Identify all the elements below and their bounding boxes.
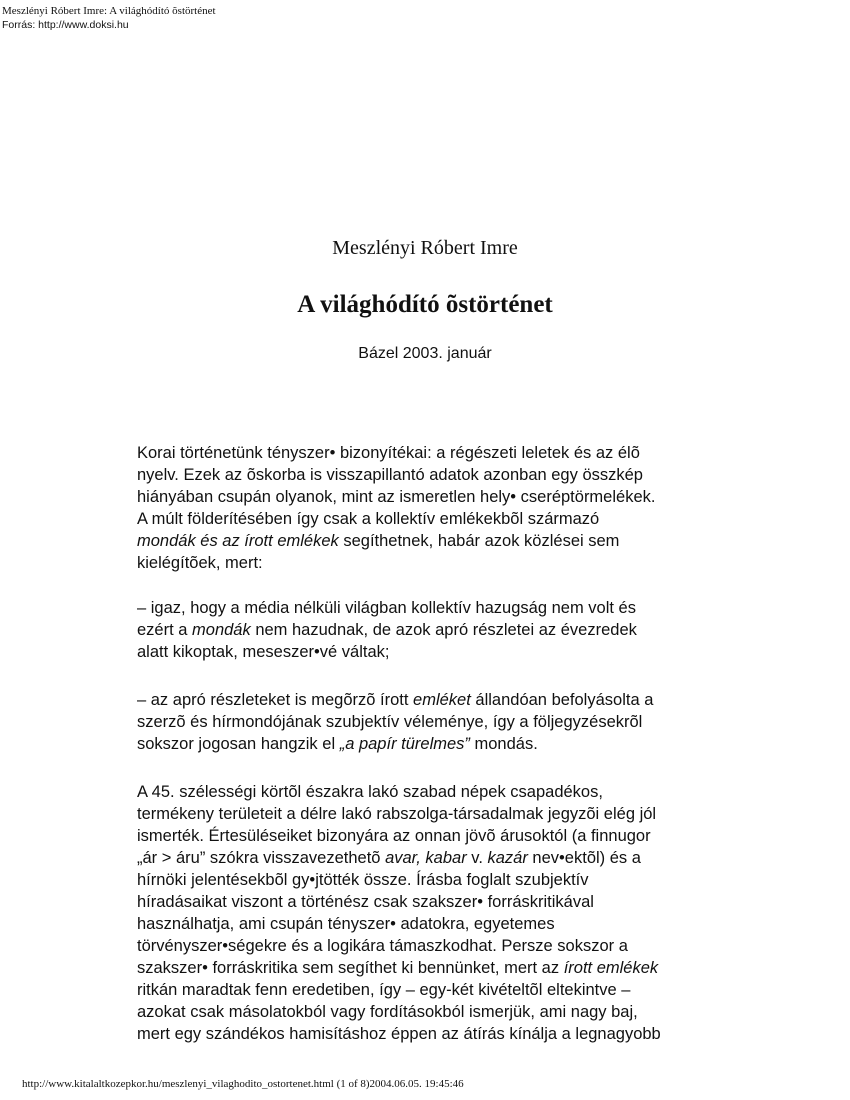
text-line: [137, 530, 727, 552]
text-run: nem hazudnak, de azok apró részletei az évezredek: [250, 621, 637, 639]
text-run: szerzõ és hírmondójának szubjektív véleménye, így a följegyzésekrõl: [137, 713, 643, 731]
body-paragraph-1: [137, 442, 727, 574]
text-run: kielégítõek, mert:: [137, 554, 263, 572]
text-line: [137, 508, 727, 530]
text-run: alatt kikoptak, meseszer•vé váltak;: [137, 643, 390, 661]
text-run: nyelv. Ezek az õskorba is visszapillantó adatok azonban egy összkép: [137, 466, 643, 484]
text-line: [137, 781, 727, 803]
text-line: [137, 597, 727, 619]
text-run: – az apró részleteket is megõrzõ írott: [137, 691, 414, 709]
text-line: [137, 1023, 727, 1045]
text-run: ritkán maradtak fenn eredetiben, így – egy-két kivételtõl eltekintve –: [137, 981, 631, 999]
text-run: hírnöki jelentésekbõl gy•jtötték össze. Írásba foglalt szubjektív: [137, 871, 589, 889]
text-run: mondás.: [469, 735, 538, 753]
text-run: ismerték. Értesüléseiket bizonyára az onnan jövõ árusoktól (a finnugor: [137, 827, 651, 845]
text-run: használhatja, ami csupán tényszer• adatokra, egyetemes: [137, 915, 555, 933]
text-line: [137, 641, 727, 663]
text-line: [137, 464, 727, 486]
text-run: hiányában csupán olyanok, mint az ismeretlen hely• cseréptörmelékek.: [137, 488, 656, 506]
text-line: [137, 1001, 727, 1023]
text-run: törvényszer•ségekre és a logikára támaszkodhat. Persze sokszor a: [137, 937, 628, 955]
text-run: segíthetnek, habár azok közlései sem: [338, 532, 620, 550]
text-run: híradásaikat viszont a történész csak szakszer• forráskritikával: [137, 893, 594, 911]
italic-text: mondák és az írott emlékek: [137, 532, 339, 550]
text-run: mert egy szándékos hamisításhoz éppen az átírás kínálja a legnagyobb: [137, 1025, 661, 1043]
text-run: állandóan befolyásolta a: [470, 691, 654, 709]
place-and-date: Bázel 2003. január: [358, 345, 492, 362]
text-run: azokat csak másolatokból vagy fordításokból ismerjük, ami nagy baj,: [137, 1003, 638, 1021]
text-line: [137, 869, 727, 891]
text-run: nev•ektõl) és a: [527, 849, 641, 867]
browser-print-header-title: Meszlényi Róbert Imre: A világhódító õstörténet: [2, 5, 216, 17]
body-paragraph-3: [137, 689, 727, 755]
body-paragraph-2: [137, 597, 727, 663]
text-line: [137, 619, 727, 641]
text-run: Korai történetünk tényszer• bizonyítékai: a régészeti leletek és az élõ: [137, 444, 640, 462]
text-line: [137, 847, 727, 869]
text-line: [137, 825, 727, 847]
text-line: [137, 891, 727, 913]
italic-text: avar, kabar: [385, 849, 467, 867]
author-name: Meszlényi Róbert Imre: [332, 237, 518, 259]
text-run: A múlt földerítésében így csak a kollektív emlékekbõl származó: [137, 510, 600, 528]
text-line: [137, 957, 727, 979]
text-line: [137, 935, 727, 957]
page-title: A világhódító õstörténet: [297, 291, 553, 318]
text-run: ezért a: [137, 621, 193, 639]
text-line: [137, 442, 727, 464]
italic-text: írott emlékek: [563, 959, 659, 977]
source-note: Forrás: http://www.doksi.hu: [2, 19, 129, 31]
text-run: termékeny területeit a délre lakó rabszolga-társadalmak jegyzõi elég jól: [137, 805, 657, 823]
italic-text: kazár: [487, 849, 528, 867]
text-line: [137, 979, 727, 1001]
italic-text: emléket: [413, 691, 471, 709]
text-line: [137, 803, 727, 825]
text-run: – igaz, hogy a média nélküli világban kollektív hazugság nem volt és: [137, 599, 636, 617]
text-line: [137, 486, 727, 508]
text-run: „ár > áru” szókra visszavezethetõ: [137, 849, 386, 867]
text-line: [137, 913, 727, 935]
text-line: [137, 689, 727, 711]
text-line: [137, 552, 727, 574]
text-run: A 45. szélességi körtõl északra lakó szabad népek csapadékos,: [137, 783, 603, 801]
text-run: v.: [466, 849, 488, 867]
print-footer-url: http://www.kitalaltkozepkor.hu/meszlenyi_vilaghodito_ostortenet.html (1 of 8)2004.06.05. 19:45:46: [22, 1078, 464, 1090]
text-line: [137, 733, 727, 755]
italic-text: mondák: [192, 621, 251, 639]
text-line: [137, 711, 727, 733]
body-paragraph-4: [137, 781, 727, 1045]
text-run: sokszor jogosan hangzik el: [137, 735, 340, 753]
text-run: szakszer• forráskritika sem segíthet ki bennünket, mert az: [137, 959, 564, 977]
italic-text: „a papír türelmes”: [339, 735, 470, 753]
